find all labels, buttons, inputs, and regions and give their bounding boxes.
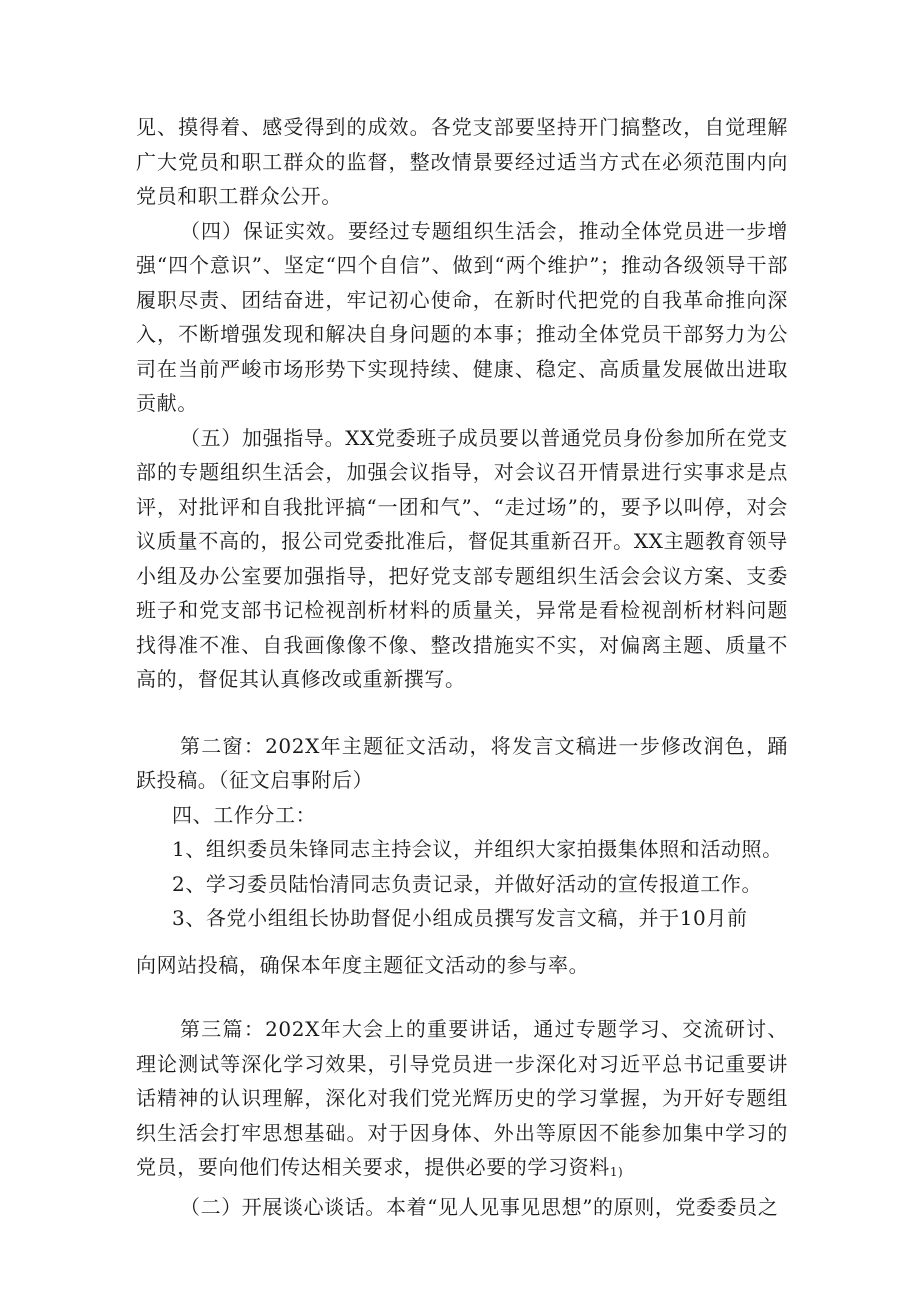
list-item: 2、学习委员陆怡清同志负责记录，并做好活动的宣传报道工作。 [172, 871, 763, 896]
paragraph-strengthen-guidance: （五）加强指导。XX党委班子成员要以普通党员身份参加所在党支部的专题组织生活会，加强会议指导，对会议召开情景进行实事求是点评，对批评和自我批评搞“一团和气”、“走过场”的，要予以叫停，对会议质量不高的，报公司党委批准后，督促其重新召开。XX主题教育领导小组及办公室要加强指导，把好党支部专题组织生活会会议方案、支委班子和党支部书记检视剖析材料的质量关，异常是看检视剖析材料问题找得准不准、自我画像像不像、整改措施实不实，对偏离主题、质量不高的，督促其认真修改或重新撰写。 [136, 425, 788, 691]
document-page [136, 110, 788, 1224]
paragraph-second-essay: 第二窗：202X年主题征文活动，将发言文稿进一步修改润色，踊跃投稿。（征文启事附后） [136, 733, 788, 792]
paragraph-ensure-effect: （四）保证实效。要经过专题组织生活会，推动全体党员进一步增强“四个意识”、坚定“四个自信”、做到“两个维护”；推动各级领导干部履职尽责、团结奋进，牢记初心使命，在新时代把党的自我革命推向深入，不断增强发现和解决自身问题的本事；推动全体党员干部努力为公司在当前严峻市场形势下实现持续、健康、稳定、高质量发展做出进取贡献。 [136, 218, 788, 415]
paragraph-heart-talk: （二）开展谈心谈话。本着“见人见事见思想”的原则，党委委员之 [180, 1194, 779, 1219]
list-item: 1、组织委员朱锋同志主持会议，并组织大家拍摄集体照和活动照。 [172, 837, 783, 861]
heading-work-division: 四、工作分工： [172, 802, 317, 827]
footnote-mark: 1) [609, 1165, 624, 1179]
paragraph-third-speech [136, 1012, 788, 1190]
paragraph-third-text: 第三篇：202X年大会上的重要讲话，通过专题学习、交流研讨、理论测试等深化学习效果，引导党员进一步深化对习近平总书记重要讲话精神的认识理解，深化对我们党光辉历史的学习掌握，为开好专题组织生活会打牢思想基础。对于因身体、外出等原因不能参加集中学习的党员，要向他们传达相关要求，提供必要的学习资料 [136, 1017, 788, 1179]
list-item-continuation: 向网站投稿，确保本年度主题征文活动的参与率。 [136, 952, 590, 977]
list-item: 3、各党小组组长协助督促小组成员撰写发言文稿，并于10月前 [172, 906, 748, 930]
paragraph-rectification-public: 见、摸得着、感受得到的成效。各党支部要坚持开门搞整改，自觉理解广大党员和职工群众的监督，整改情景要经过适当方式在必须范围内向党员和职工群众公开。 [136, 115, 788, 208]
